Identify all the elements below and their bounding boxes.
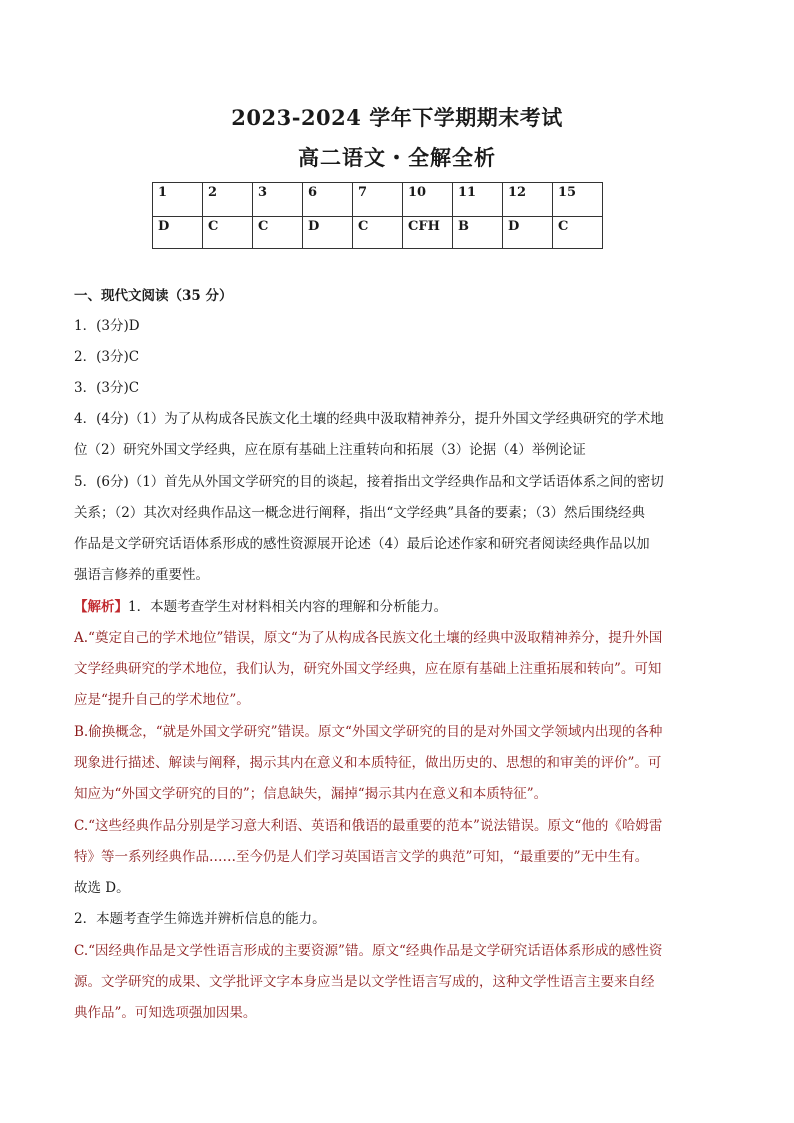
analysis-line: 故选 D。	[74, 880, 130, 896]
answer-cell: C	[253, 217, 303, 249]
answer-line: 5．(6分)（1）首先从外国文学研究的目的谈起，接着指出文学经典作品和文学话语体系之间的密切	[74, 474, 664, 490]
question-number: 11	[453, 183, 503, 217]
analysis-line: 文学经典研究的学术地位，我们认为，研究外国文学经典，应在原有基础上注重拓展和转向”。可知	[74, 661, 662, 677]
analysis-line: C.“因经典作品是文学性语言形成的主要资源”错。原文“经典作品是文学研究话语体系形成的感性资	[74, 943, 663, 959]
analysis-line: 知应为“外国文学研究的目的”；信息缺失，漏掉“揭示其内在意义和本质特征”。	[74, 786, 548, 802]
question-number: 1	[153, 183, 203, 217]
analysis-tag: 【解析】	[74, 599, 128, 615]
analysis-line: 典作品”。可知选项强加因果。	[74, 1005, 257, 1021]
answer-cell: C	[553, 217, 603, 249]
section-heading: 一、现代文阅读（35 分）	[74, 288, 233, 304]
question-number: 10	[403, 183, 453, 217]
question-number: 7	[353, 183, 403, 217]
analysis-line: 特》等一系列经典作品……至今仍是人们学习英国语言文学的典范”可知，“最重要的”无中生有。	[74, 849, 649, 865]
answer-line: 作品是文学研究话语体系形成的感性资源展开论述（4）最后论述作家和研究者阅读经典作品以加	[74, 536, 650, 552]
analysis-line: 源。文学研究的成果、文学批评文字本身应当是以文学性语言写成的，这种文学性语言主要来自经	[74, 974, 655, 990]
answer-cell: C	[353, 217, 403, 249]
answer-cell: D	[503, 217, 553, 249]
answer-cell: B	[453, 217, 503, 249]
answer-line: 关系；（2）其次对经典作品这一概念进行阐释，指出“文学经典”具备的要素；（3）然后围绕经典	[74, 505, 645, 521]
analysis-first-text: 1．本题考查学生对材料相关内容的理解和分析能力。	[128, 599, 448, 615]
answer-line: 位（2）研究外国文学经典，应在原有基础上注重转向和拓展（3）论据（4）举例论证	[74, 442, 586, 458]
question-number: 6	[303, 183, 353, 217]
answer-cell: D	[303, 217, 353, 249]
analysis-heading-line	[74, 597, 724, 617]
analysis-line: B.偷换概念，“就是外国文学研究”错误。原文“外国文学研究的目的是对外国文学领域内出现的各种	[74, 724, 663, 740]
answer-table	[152, 182, 603, 249]
answer-line: 4．(4分)（1）为了从构成各民族文化土壤的经典中汲取精神养分，提升外国文学经典研究的学术地	[74, 411, 664, 427]
question-number: 12	[503, 183, 553, 217]
answer-table-question-row	[153, 183, 603, 217]
exam-title: 2023-2024 学年下学期期末考试	[231, 105, 563, 130]
analysis-line: A.“奠定自己的学术地位”错误，原文“为了从构成各民族文化土壤的经典中汲取精神养分，提升外国	[74, 630, 663, 646]
question-number: 15	[553, 183, 603, 217]
analysis-line: 2．本题考查学生筛选并辨析信息的能力。	[74, 911, 326, 927]
question-number: 3	[253, 183, 303, 217]
answer-cell: CFH	[403, 217, 453, 249]
answer-cell: D	[153, 217, 203, 249]
exam-subtitle: 高二语文・全解全析	[298, 145, 496, 170]
analysis-line: 应是“提升自己的学术地位”。	[74, 692, 250, 708]
answer-cell: C	[203, 217, 253, 249]
answer-line: 3．(3分)C	[74, 380, 140, 396]
answer-line: 1．(3分)D	[74, 318, 140, 334]
question-number: 2	[203, 183, 253, 217]
answer-line: 强语言修养的重要性。	[74, 567, 209, 583]
answer-line: 2．(3分)C	[74, 349, 140, 365]
analysis-line: C.“这些经典作品分别是学习意大利语、英语和俄语的最重要的范本”说法错误。原文“他的《哈姆雷	[74, 818, 663, 834]
analysis-line: 现象进行描述、解读与阐释，揭示其内在意义和本质特征，做出历史的、思想的和审美的评价”。可	[74, 755, 662, 771]
answer-table-answer-row	[153, 217, 603, 249]
